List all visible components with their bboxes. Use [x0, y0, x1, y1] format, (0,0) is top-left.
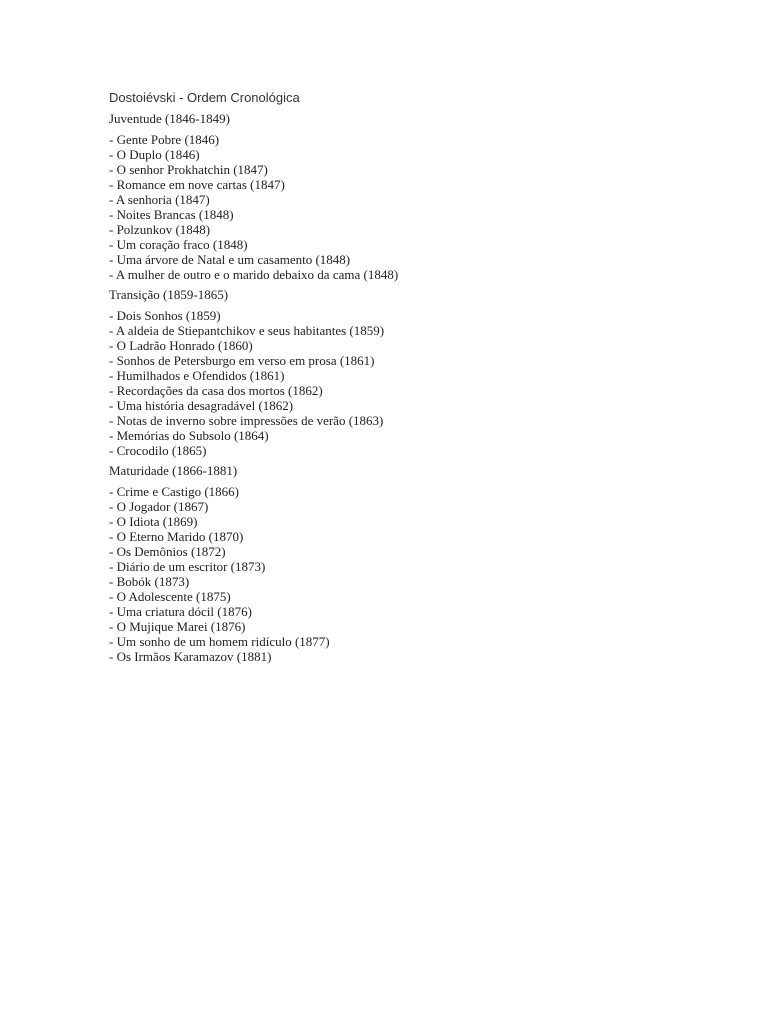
section-heading: Maturidade (1866-1881) [109, 463, 238, 478]
document-title: Dostoiévski - Ordem Cronológica [109, 90, 300, 105]
list-item: - Bobók (1873) [109, 574, 190, 589]
list-item: - O Jogador (1867) [109, 499, 209, 514]
period-section [109, 111, 729, 282]
document-page [109, 90, 729, 664]
list-item: - O Adolescente (1875) [109, 589, 231, 604]
list-item: - Crime e Castigo (1866) [109, 484, 239, 499]
list-item: - Dois Sonhos (1859) [109, 308, 221, 323]
work-list [109, 132, 729, 282]
list-item: - Uma criatura dócil (1876) [109, 604, 252, 619]
list-item: - Notas de inverno sobre impressões de verão (1863) [109, 413, 384, 428]
list-item: - Um coração fraco (1848) [109, 237, 248, 252]
list-item: - Romance em nove cartas (1847) [109, 177, 285, 192]
section-heading: Transição (1859-1865) [109, 287, 229, 302]
list-item: - Recordações da casa dos mortos (1862) [109, 383, 323, 398]
list-item: - O Mujique Marei (1876) [109, 619, 246, 634]
list-item: - O Idiota (1869) [109, 514, 198, 529]
work-list [109, 308, 729, 458]
list-item: - A mulher de outro e o marido debaixo da cama (1848) [109, 267, 399, 282]
section-heading: Juventude (1846-1849) [109, 111, 230, 126]
sections-container [109, 111, 729, 664]
list-item: - O senhor Prokhatchin (1847) [109, 162, 268, 177]
list-item: - Polzunkov (1848) [109, 222, 211, 237]
period-section [109, 463, 729, 664]
list-item: - O Duplo (1846) [109, 147, 200, 162]
list-item: - A senhoria (1847) [109, 192, 210, 207]
list-item: - Um sonho de um homem ridículo (1877) [109, 634, 330, 649]
list-item: - Uma árvore de Natal e um casamento (1848) [109, 252, 351, 267]
list-item: - Crocodilo (1865) [109, 443, 207, 458]
list-item: - Diário de um escritor (1873) [109, 559, 266, 574]
list-item: - Uma história desagradável (1862) [109, 398, 294, 413]
list-item: - Noites Brancas (1848) [109, 207, 234, 222]
work-list [109, 484, 729, 664]
list-item: - Gente Pobre (1846) [109, 132, 220, 147]
list-item: - O Eterno Marido (1870) [109, 529, 244, 544]
list-item: - Sonhos de Petersburgo em verso em prosa (1861) [109, 353, 375, 368]
list-item: - Humilhados e Ofendidos (1861) [109, 368, 285, 383]
period-section [109, 287, 729, 458]
list-item: - Os Irmãos Karamazov (1881) [109, 649, 272, 664]
list-item: - O Ladrão Honrado (1860) [109, 338, 253, 353]
list-item: - A aldeia de Stiepantchikov e seus habitantes (1859) [109, 323, 385, 338]
list-item: - Os Demônios (1872) [109, 544, 226, 559]
list-item: - Memórias do Subsolo (1864) [109, 428, 269, 443]
